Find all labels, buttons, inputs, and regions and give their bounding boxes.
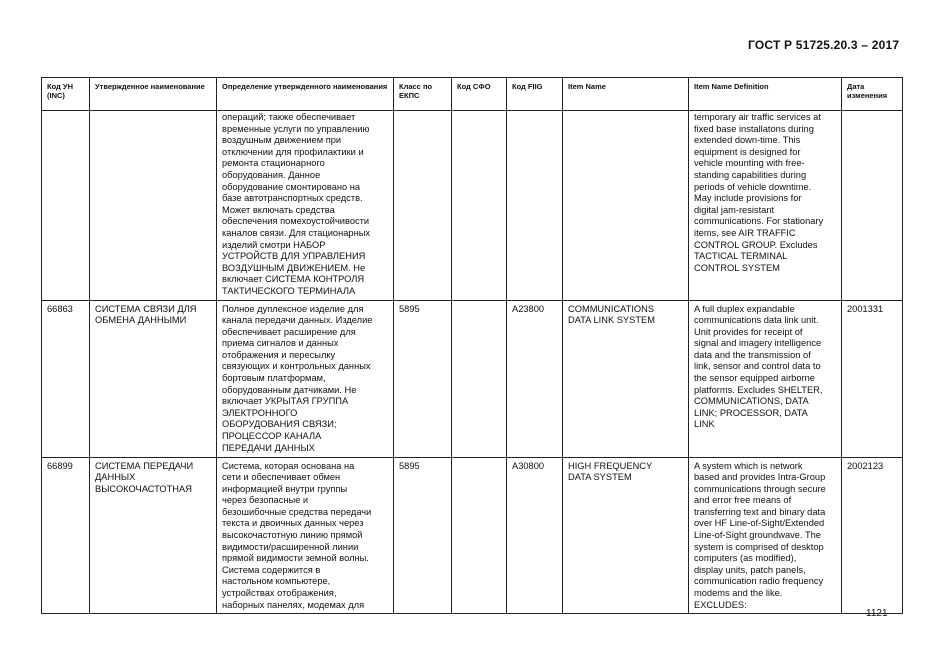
col-class-header: Класс по ЕКПС — [394, 78, 452, 111]
fiig-cell: A23800 — [507, 300, 563, 457]
date-cell: 2001331 — [842, 300, 903, 457]
definition-ru-cell: операций; также обеспечивает временные услуги по управлению воздушным движением при отключении для профилактики и ремонта стационарного оборудования. Данное оборудование смонтировано на базе автотранспортных средств. Может включать средства обеспечения помехоустойчивости каналов связи. Для стационарных изделий смотри НАБОР УСТРОЙСТВ ДЛЯ УПРАВЛЕНИЯ ВОЗДУШНЫМ ДВИЖЕНИЕМ. Не включает СИСТЕМА КОНТРОЛЯ ТАКТИЧЕСКОГО ТЕРМИНАЛА — [217, 111, 394, 301]
document-header: ГОСТ Р 51725.20.3 – 2017 — [748, 38, 900, 52]
date-cell — [842, 111, 903, 301]
sfo-cell — [452, 457, 507, 614]
name-ru-cell — [90, 111, 217, 301]
definition-ru-cell: Система, которая основана на сети и обеспечивает обмен информацией внутри группы через безопасные и безошибочные средства передачи текста и двоичных данных через высокочастотную линию прямой видимости/расширенной линии прямой видимости земной волны. Система содержится в настольном компьютере, устройствах отображения, наборных панелях, модемах для — [217, 457, 394, 614]
inc-cell — [42, 111, 90, 301]
item-definition-cell: A full duplex expandable communications data link unit. Unit provides for receipt of signal and imagery intelligence data and the transmission of link, sensor and control data to the sensor equipped airborne platforms. Excludes SHELTER, COMMUNICATIONS, DATA LINK; PROCESSOR, DATA LINK — [689, 300, 842, 457]
name-ru-cell: СИСТЕМА ПЕРЕДАЧИ ДАННЫХ ВЫСОКОЧАСТОТНАЯ — [90, 457, 217, 614]
col-sfo-header: Код СФО — [452, 78, 507, 111]
table-row — [42, 300, 903, 457]
item-definition-cell: A system which is network based and provides Intra-Group communications through secure and error free means of transferring text and binary data over HF Line-of-Sight/Extended Line-of-Sight groundwave. The system is comprised of desktop computers (as modified), display units, patch panels, communication radio frequency modems and the like. EXCLUDES: — [689, 457, 842, 614]
item-name-cell: HIGH FREQUENCY DATA SYSTEM — [563, 457, 689, 614]
class-cell: 5895 — [394, 300, 452, 457]
name-ru-cell: СИСТЕМА СВЯЗИ ДЛЯ ОБМЕНА ДАННЫМИ — [90, 300, 217, 457]
definition-ru-cell: Полное дуплексное изделие для канала передачи данных. Изделие обеспечивает расширение для приема сигналов и данных отображения и пересылку связующих и контрольных данных бортовым платформам, оборудованным датчиками. Не включает УКРЫТАЯ ГРУППА ЭЛЕКТРОННОГО ОБОРУДОВАНИЯ СВЯЗИ; ПРОЦЕССОР КАНАЛА ПЕРЕДАЧИ ДАННЫХ — [217, 300, 394, 457]
table-row — [42, 457, 903, 614]
fiig-cell: A30800 — [507, 457, 563, 614]
date-cell: 2002123 — [842, 457, 903, 614]
class-cell — [394, 111, 452, 301]
class-cell: 5895 — [394, 457, 452, 614]
item-definition-cell: temporary air traffic services at fixed base installatons during extended down-time. This equipment is designed for vehicle mounting with free- standing capabilities during periods of vehicle downtime. May include provisions for digital jam-resistant communications. For stationary items, see AIR TRAFFIC CONTROL GROUP. Excludes TACTICAL TERMINAL CONTROL SYSTEM — [689, 111, 842, 301]
col-name-ru-header: Утвержденное наименование — [90, 78, 217, 111]
sfo-cell — [452, 111, 507, 301]
col-inc-header: Код УН (INC) — [42, 78, 90, 111]
inc-cell: 66863 — [42, 300, 90, 457]
col-def-ru-header: Определение утвержденного наименования — [217, 78, 394, 111]
header-row — [42, 78, 903, 111]
item-name-cell — [563, 111, 689, 301]
table-row — [42, 111, 903, 301]
fiig-cell — [507, 111, 563, 301]
col-fiig-header: Код FIIG — [507, 78, 563, 111]
col-date-header: Дата изменения — [842, 78, 903, 111]
col-item-name-header: Item Name — [563, 78, 689, 111]
col-item-def-header: Item Name Definition — [689, 78, 842, 111]
inc-cell: 66899 — [42, 457, 90, 614]
sfo-cell — [452, 300, 507, 457]
catalog-table — [41, 77, 903, 614]
page-number: 1121 — [866, 608, 888, 619]
item-name-cell: COMMUNICATIONS DATA LINK SYSTEM — [563, 300, 689, 457]
